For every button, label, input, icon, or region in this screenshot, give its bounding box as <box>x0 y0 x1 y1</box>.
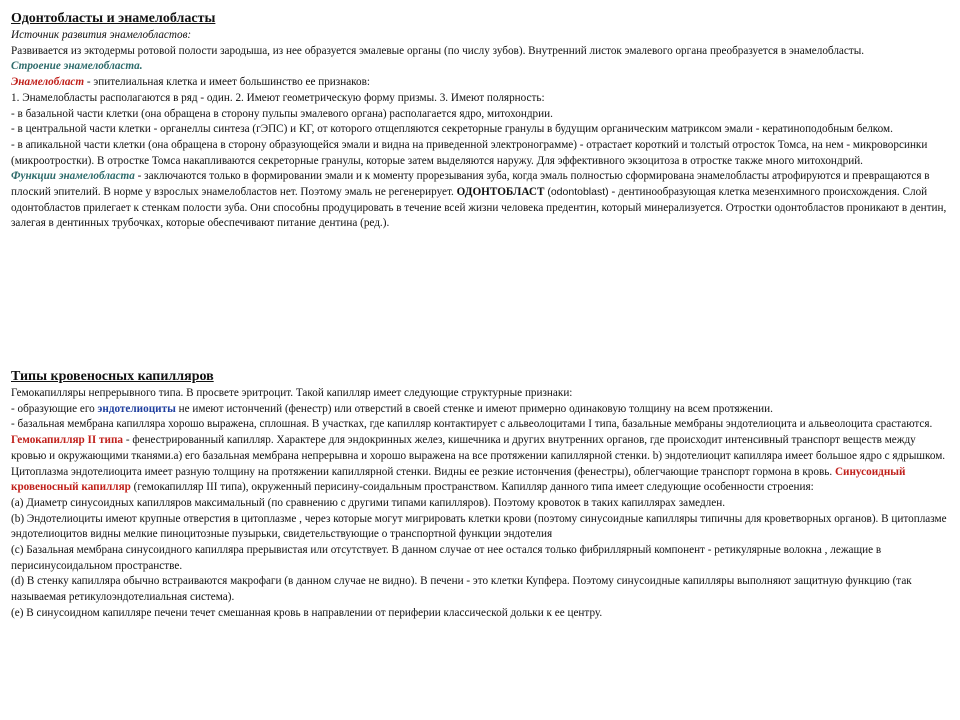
feature-e: (e) В синусоидном капилляре печени течет смешанная кровь в направлении от периферии классической дольки к ее центру. <box>11 606 603 619</box>
text-run: не имеют истончений (фенестр) или отверстий в своей стенке и имеют примерно одинаковую толщину на всем протяжении. <box>175 402 773 415</box>
section-capillaries <box>11 368 947 622</box>
functions-text: - заключаются только в формировании эмали и к моменту прорезывания зуба, когда эмаль полностью сформирована энамелобласты атрофируются и превращаются в плоский эпителий. В норме у взрослых энамелобластов нет. Поэтому эмаль не регенерирует. <box>11 170 930 199</box>
feature-a: (a) Диаметр синусоидных капилляров максимальный (по сравнению с другими типами капилляров). Поэтому кровоток в таких капиллярах замедлен. <box>11 496 726 509</box>
feature-c: (c) Базальная мембрана синусоидного капилляра прерывистая или отсутствует. В данном случае от нее остался только фибриллярный компонент - ретикулярные волокна , лежащие в перисинусоидальном пространстве. <box>11 544 882 572</box>
term-enamelobast: Энамелобласт <box>11 76 85 89</box>
endotheliocyte-term: эндотелиоциты <box>97 402 176 415</box>
odontoblast-latin: (odontoblast) <box>544 186 609 199</box>
term-description: - эпителиальная клетка и имеет большинство ее признаков: <box>84 76 371 89</box>
capillary-intro: Гемокапилляры непрерывного типа. В просвете эритроцит. Такой капилляр имеет следующие структурные признаки: <box>11 387 573 399</box>
functions-heading: Функции энамелобласта <box>11 170 135 183</box>
feature-d: (d) В стенку капилляра обычно встраиваются макрофаги (в данном случае не видно). В печени - это клетки Купфера. Поэтому синусоидные капилляры выполняют защитную функцию (так называемая ретикулоэндотелиальная система). <box>11 575 912 604</box>
feature-b: (b) Эндотелиоциты имеют крупные отверстия в цитоплазме , через которые могут мигрировать клетки крови (поэтому синусоидные капилляры типичны для кроветворных органов). В цитоплазме эндотелиоцитов видны мелкие пиноцитозные пузырьки, свидетельствующие о транспортной функции эндотелия <box>11 512 947 541</box>
section-title: Типы кровеносных капилляров <box>11 369 214 384</box>
text-run: - образующие его <box>11 402 98 415</box>
bullet-apical: - в апикальной части клетки (она обращена в сторону образующейся эмали и видна на приведенной электронограмме) - отрастает короткий и толстый отросток Томса, на нем - микроворсинки (микроотростки). В отростке Томса накапливаются секреторные гранулы, которые затем выделяются наружу. Для эффективного экзоцитоза в отростке также много митохондрий. <box>11 138 928 167</box>
bullet-central: - в центральной части клетки - органеллы синтеза (гЭПС) и КГ, от которого отщепляются секреторные гранулы в будущим органическим матриксом эмали - кератиноподобным белком. <box>11 123 893 136</box>
odontoblast-term: ОДОНТОБЛАСТ <box>456 186 545 199</box>
bullet-basal: - в базальной части клетки (она обращена в сторону пульпы эмалевого органа) располагается ядро, митохондрии. <box>11 107 553 120</box>
source-text: Развивается из эктодермы ротовой полости зародыша, из нее образуется эмалевые органы (по числу зубов). Внутренний листок эмалевого органа преобразуется в энамелобласты. <box>11 44 865 57</box>
capillary-line-1 <box>11 402 947 418</box>
section-title: Одонтобласты и энамелобласты <box>11 11 216 26</box>
odontoblast-text: - дентинообразующая клетка мезенхимного происхождения. Слой одонтобластов прилегает к стенкам полости зуба. Они способны продуцировать в течение всей жизни человека предентин, который минерализуется. Отростки одонтобластов проникают в дентин, залегая в дентинных трубочках, которые обеспечивают питание дентина (ред.). <box>11 186 947 230</box>
enamel-definition <box>11 75 947 91</box>
text-run: (гемокапилляр III типа), окруженный перисину-соидальным пространством. Капилляр данного типа имеет следующие особенности строения: <box>130 481 814 494</box>
text-run: - фенестрированный капилляр. Характере для эндокринных желез, кишечника и других внутренних органов, где происходит интенсивный транспорт веществ между кровью и окружающими тканями.a) его базальная мембрана непрерывна и хорошо выражена на все протяжении капиллярной стенки. b) эндотелиоцит капилляра имеет большое ядро с ядрышком. Цитоплазма эндотелиоцита имеет разную толщину на протяжении капиллярной стенки. Видны ее резкие истончения (фенестры), облегчающие транспорт гормона в кровь. <box>11 434 946 478</box>
section-odontoblasts <box>11 10 947 232</box>
text-run: - базальная мембрана капилляра хорошо выражена, сплошная. В участках, где капилляр контактирует с альвеолоцитами I типа, базальные мембраны эндотелиоцита и альвеолоцита срастаются. <box>11 418 933 431</box>
structure-heading: Строение энамелобласта. <box>11 60 143 73</box>
sinusoid-term: Синусоидный кровеносный капилляр <box>11 465 906 494</box>
type-2-term: Гемокапилляр II типа <box>11 434 124 447</box>
capillary-line-2 <box>11 417 947 496</box>
source-heading: Источник развития энамелобластов: <box>11 29 192 41</box>
functions-paragraph <box>11 169 947 232</box>
features-list: 1. Энамелобласты располагаются в ряд - один. 2. Имеют геометрическую форму призмы. 3. Имеют полярность: <box>11 91 545 104</box>
